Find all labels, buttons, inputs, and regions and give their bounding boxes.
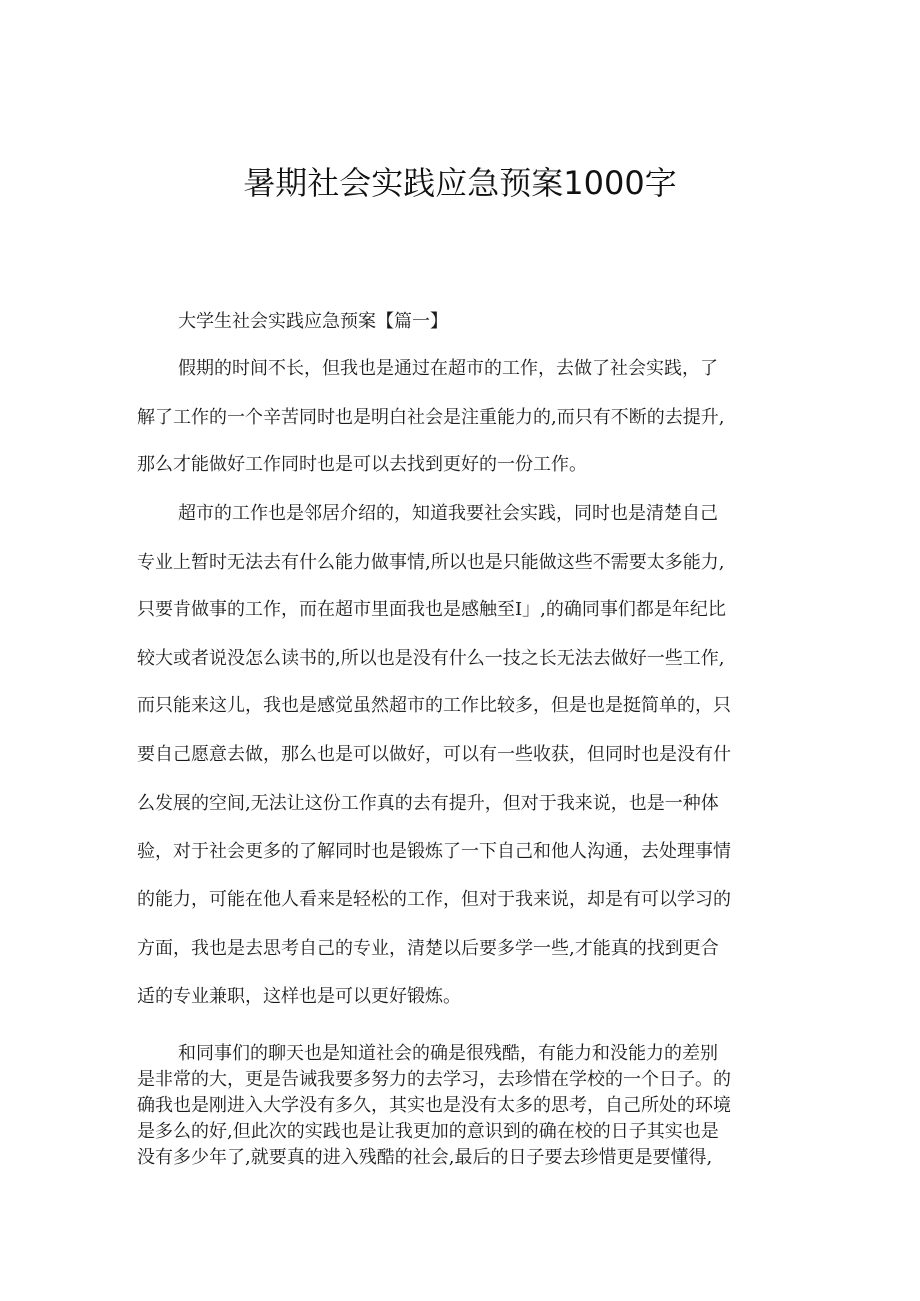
paragraph-line: 假期的时间不长，但我也是通过在超市的工作，去做了社会实践，了 xyxy=(178,358,718,379)
paragraph-line: 专业上暂时无法去有什么能力做事情,所以也是只能做这些不需要太多能力, xyxy=(137,552,725,573)
paragraph-line: 方面，我也是去思考自己的专业，清楚以后要多学一些,才能真的找到更合 xyxy=(137,938,719,959)
document-title: 暑期社会实践应急预案1000字 xyxy=(243,164,677,202)
paragraph-line: 只要肯做事的工作，而在超市里面我也是感触至I」,的确同事们都是年纪比 xyxy=(137,599,726,620)
paragraph-line: 而只能来这儿，我也是感觉虽然超市的工作比较多，但是也是挺简单的，只 xyxy=(137,695,731,716)
paragraph-line: 较大或者说没怎么读书的,所以也是没有什么一技之长无法去做好一些工作, xyxy=(137,648,725,669)
paragraph-line: 解了工作的一个辛苦同时也是明白社会是注重能力的,而只有不断的去提升, xyxy=(137,407,725,428)
paragraph-line: 么发展的空间,无法让这份工作真的去有提升，但对于我来说，也是一种体 xyxy=(137,793,719,814)
paragraph-line: 那么才能做好工作同时也是可以去找到更好的一份工作。 xyxy=(137,454,587,475)
section-heading: 大学生社会实践应急预案【篇一】 xyxy=(178,311,448,332)
paragraph-line: 的能力，可能在他人看来是轻松的工作，但对于我来说，却是有可以学习的 xyxy=(137,889,731,910)
paragraph-line: 超市的工作也是邻居介绍的，知道我要社会实践，同时也是清楚自己 xyxy=(178,503,718,524)
paragraph-line: 要自己愿意去做，那么也是可以做好，可以有一些收获，但同时也是没有什 xyxy=(137,744,731,765)
paragraph-line: 验，对于社会更多的了解同时也是锻炼了一下自己和他人沟通，去处理事情 xyxy=(137,841,731,862)
paragraph-line: 是非常的大，更是告诫我要多努力的去学习，去珍惜在学校的一个日子。的 xyxy=(137,1069,731,1090)
paragraph-line: 是多么的好,但此次的实践也是让我更加的意识到的确在校的日子其实也是 xyxy=(137,1121,719,1142)
paragraph-line: 没有多少年了,就要真的进入残酷的社会,最后的日子要去珍惜更是要懂得, xyxy=(137,1147,713,1168)
paragraph-line: 适的专业兼职，这样也是可以更好锻炼。 xyxy=(137,986,461,1007)
paragraph-line: 确我也是刚进入大学没有多久，其实也是没有太多的思考，自己所处的环境 xyxy=(137,1095,731,1116)
paragraph-line: 和同事们的聊天也是知道社会的确是很残酷，有能力和没能力的差别 xyxy=(178,1043,718,1064)
